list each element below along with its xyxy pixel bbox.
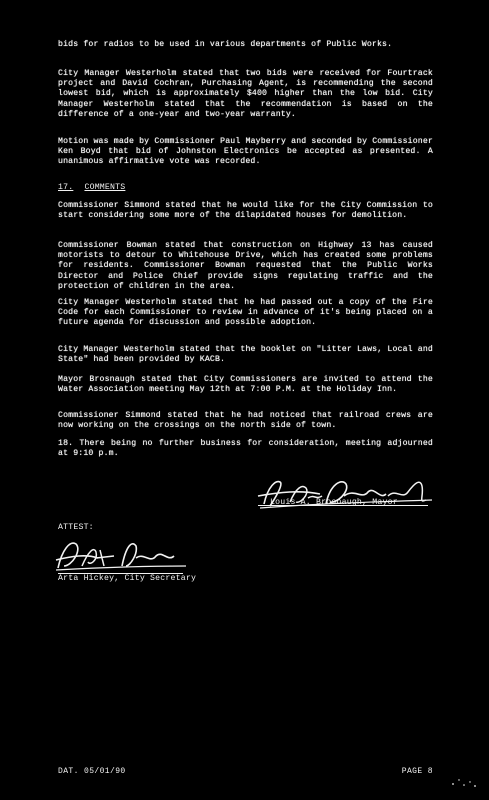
paragraph-motion: Motion was made by Commissioner Paul Mayberry and seconded by Commissioner Ken Boyd that bid of Johnston Electronics be accepted as presented. A unanimous affirmative vote was recorded.: [58, 137, 433, 167]
paragraph-railroad: Commissioner Simmond stated that he had noticed that railroad crews are now working on the crossings on the north side of town.: [58, 411, 433, 431]
attest-label: ATTEST:: [58, 523, 94, 532]
paragraph-city-manager-bids: City Manager Westerholm stated that two bids were received for Fourtrack project and David Cochran, Purchasing Agent, is recommending the second lowest bid, which is approximately $400 higher than the low bid. City Manager Westerholm stated that the recommendation is based on the difference of a one-year and two-year warranty.: [58, 69, 433, 119]
paragraph-fire-code: City Manager Westerholm stated that he had passed out a copy of the Fire Code for each Commissioner to review in advance of it's being placed on a future agenda for discussion and possible adoption.: [58, 298, 433, 328]
section-number: 17.: [58, 183, 74, 192]
mayor-name: Louis A. Brosnaugh, Mayor: [270, 498, 398, 507]
paragraph-mayor-invitation: Mayor Brosnaugh stated that City Commissioners are invited to attend the Water Association meeting May 12th at 7:00 P.M. at the Holiday Inn.: [58, 375, 433, 395]
paragraph-adjournment: 18. There being no further business for consideration, meeting adjourned at 9:10 p.m.: [58, 439, 433, 459]
paragraph-litter-laws: City Manager Westerholm stated that the booklet on "Litter Laws, Local and State" had been provided by KACB.: [58, 345, 433, 365]
mayor-signature: [250, 474, 440, 514]
section-heading: [58, 183, 125, 193]
section-title: COMMENTS: [84, 183, 126, 192]
secretary-name: Arta Hickey, City Secretary: [58, 574, 197, 583]
paragraph-radios-bid: bids for radios to be used in various departments of Public Works.: [58, 40, 393, 49]
footer-date: DAT. 05/01/90: [58, 767, 126, 776]
footer-page-number: PAGE 8: [401, 767, 433, 776]
paragraph-simmond-demolition: Commissioner Simmond stated that he would like for the City Commission to start considering some more of the dilapidated houses for demolition.: [58, 201, 433, 221]
secretary-signature: [52, 536, 192, 576]
scan-speckle: [449, 774, 479, 788]
paragraph-bowman-highway: Commissioner Bowman stated that construction on Highway 13 has caused motorists to detour to Whitehouse Drive, which has created some problems for residents. Commissioner Bowman requested that the Public Works Director and Police Chief provide signs regulating traffic and the protection of children in the area.: [58, 241, 433, 291]
